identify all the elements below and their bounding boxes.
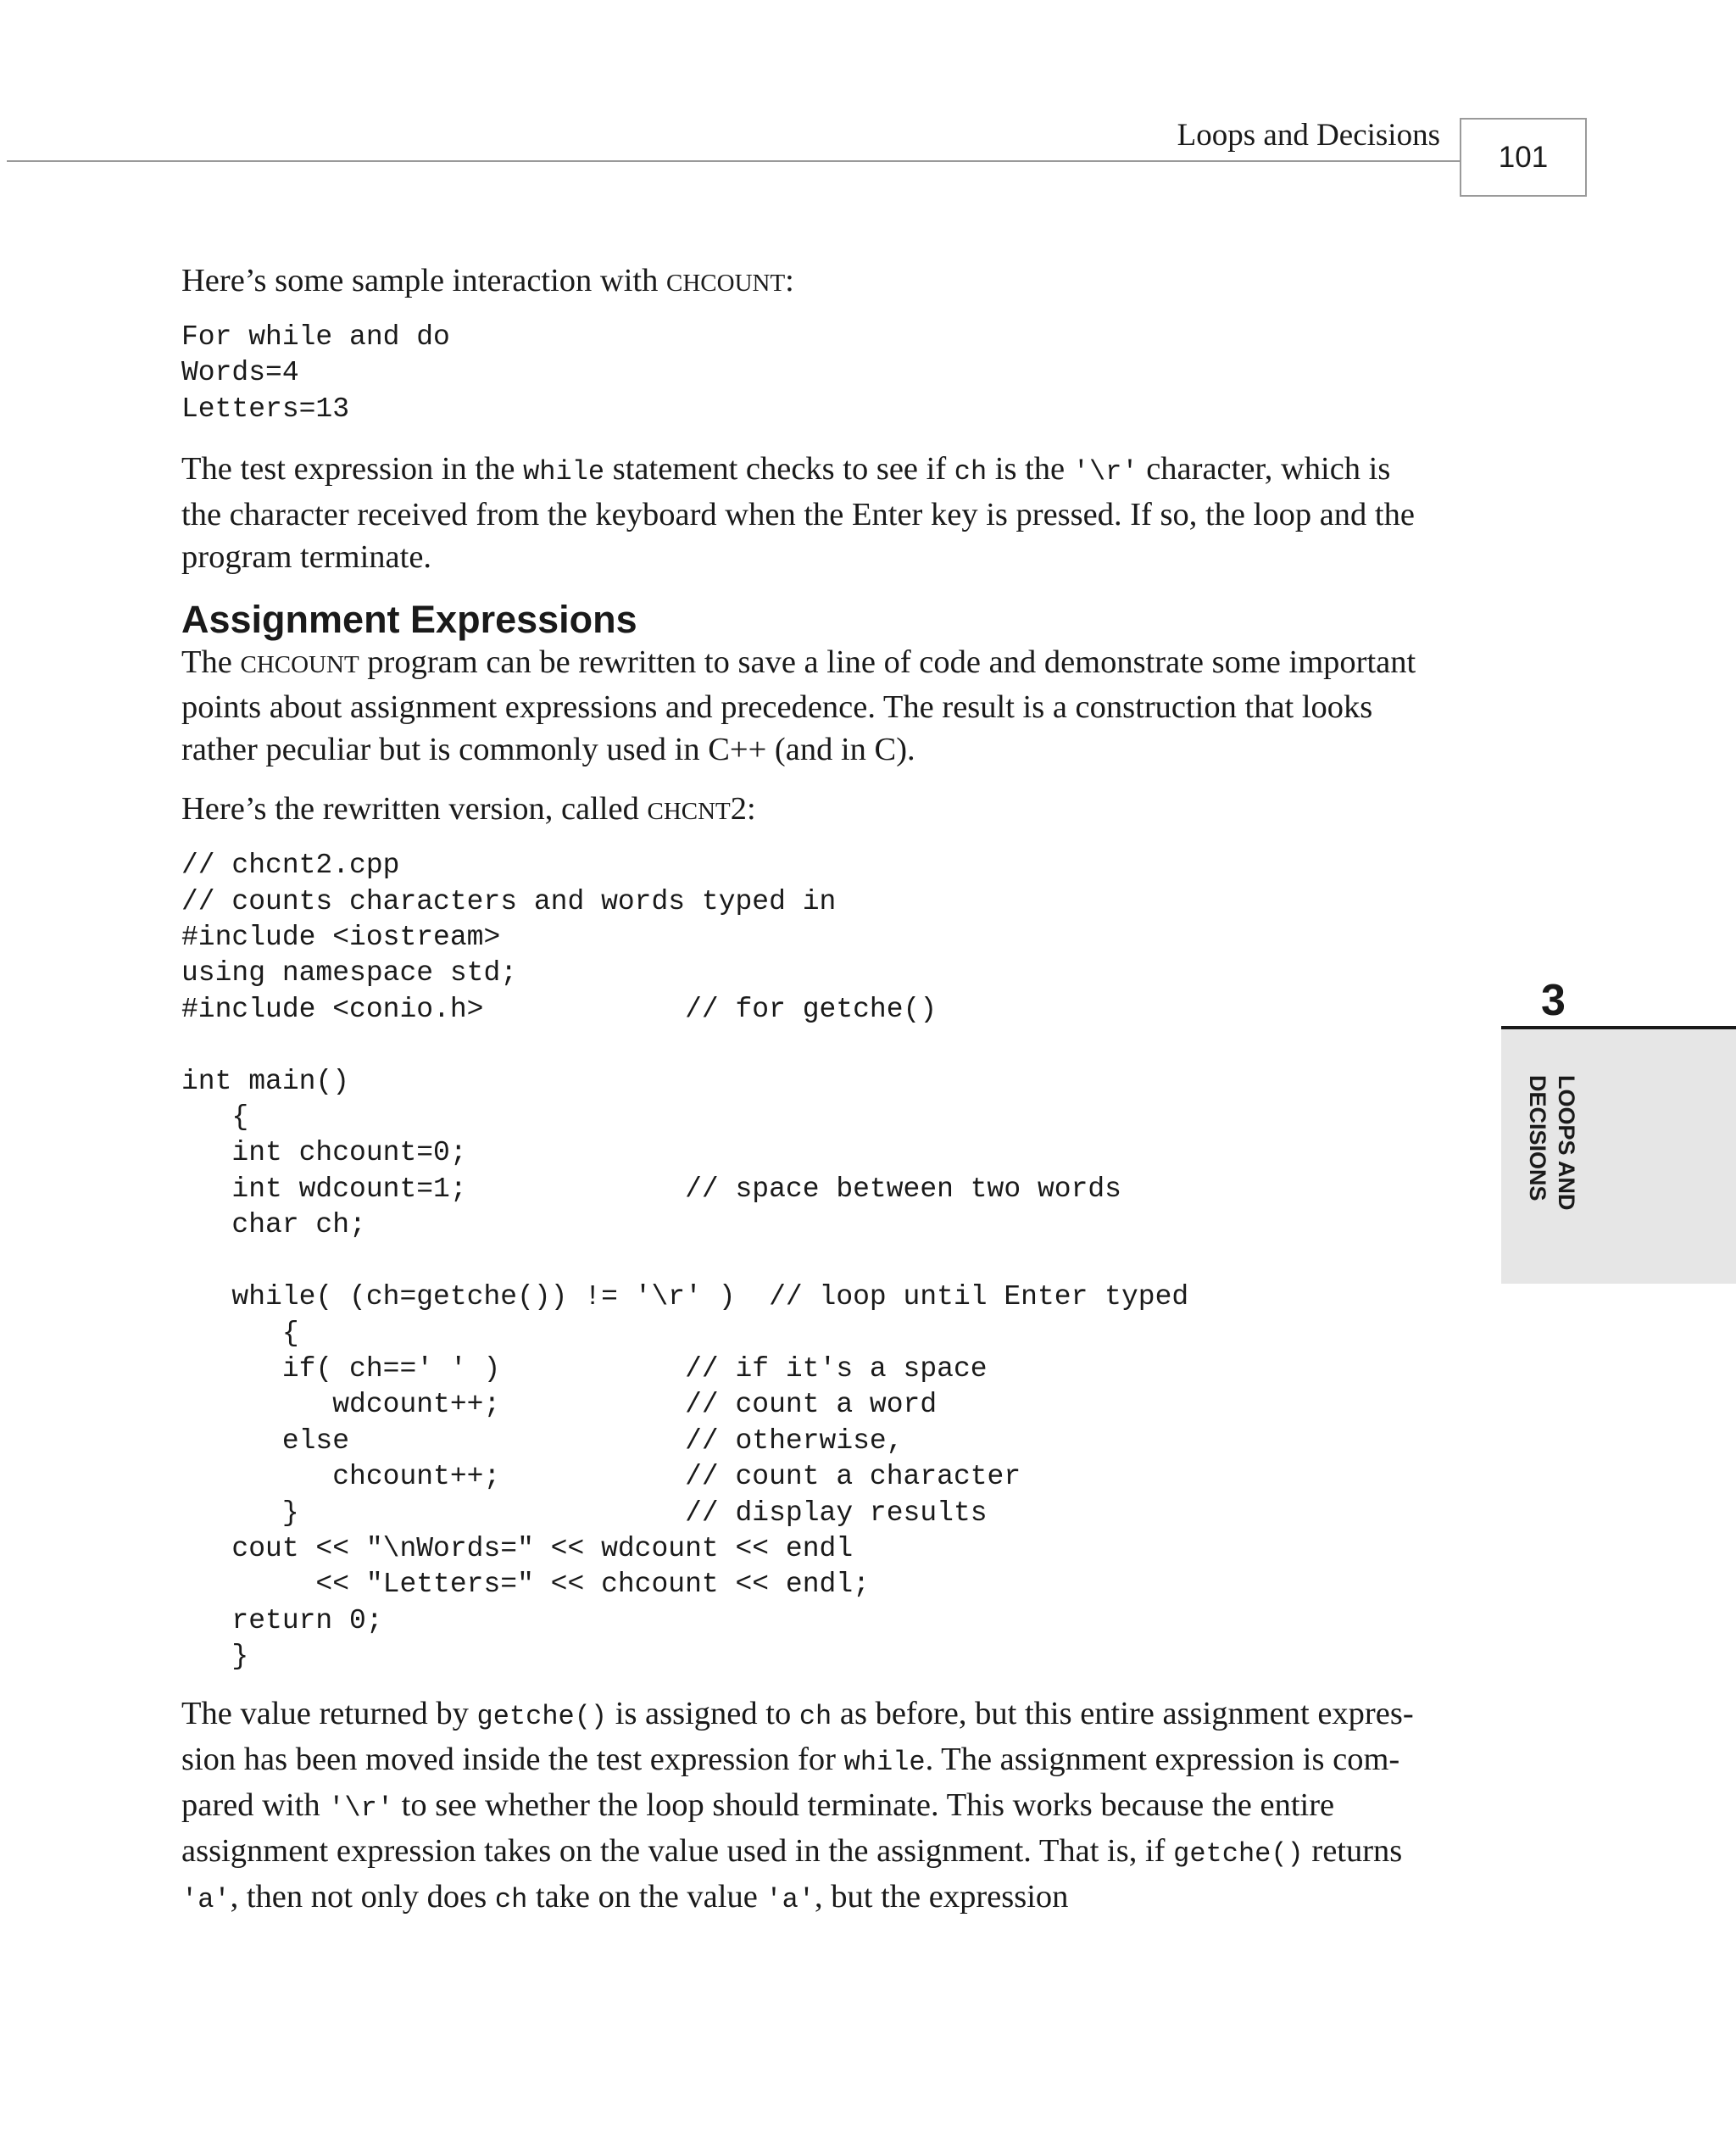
running-title: Loops and Decisions <box>1177 118 1440 153</box>
code-listing: // chcnt2.cpp // counts characters and words typed in #include <iostream> using namespace std; #include <conio.h> // for getche() int main() { int chcount=0; int wdcount=1; // space between two words char ch; while( (ch=getche()) != '\r' ) // loop until Enter typed { if( ch==' ' ) // if it's a space wdcount++; // count a word else // otherwise, chcount++; // count a character } // display results cout << "\nWords=" << wdcount << endl << "Letters=" << chcount << endl; return 0; } <box>181 850 1189 1673</box>
chapter-number: 3 <box>1541 976 1566 1025</box>
program-name: CHCOUNT <box>666 270 786 297</box>
page-number-box <box>1460 118 1587 197</box>
sample-output: For while and do Words=4 Letters=13 <box>181 321 450 425</box>
assignment-intro-paragraph: The CHCOUNT program can be rewritten to save a line of code and demonstrate some important points about assignment expressions and precedence. The result is a construction that looks rather peculiar but is commonly used in C++ (and in C). <box>181 644 1416 768</box>
chapter-tab-line2: DECISIONS <box>1525 1075 1550 1201</box>
page-number: 101 <box>1498 140 1549 174</box>
program-name: CHCOUNT <box>240 651 359 679</box>
explanation-paragraph: The value returned by getche() is assigned to ch as before, but this entire assignment expression has been moved inside the test expression for while. The assignment expression is compared with '\r' to see whether the loop should terminate. This works because the entire assignment expression takes on the value used in the assignment. That is, if getche() returns 'a', then not only does ch take on the value 'a', but the expression <box>181 1695 1414 1915</box>
chapter-tab-line1: LOOPS AND <box>1554 1075 1579 1211</box>
rewritten-version-paragraph: Here’s the rewritten version, called CHCNT2: <box>181 791 756 828</box>
test-expression-paragraph: The test expression in the while statement checks to see if ch is the '\r' character, which is the character received from the keyboard when the Enter key is pressed. If so, the loop and the program terminate. <box>181 451 1415 576</box>
header-rule <box>7 160 1461 162</box>
chapter-tab-label <box>1523 1075 1581 1211</box>
section-heading: Assignment Expressions <box>181 598 637 642</box>
page-content <box>181 259 1436 1921</box>
intro-paragraph: Here’s some sample interaction with CHCOUNT: <box>181 263 794 298</box>
program-name: CHCNT <box>647 798 731 826</box>
